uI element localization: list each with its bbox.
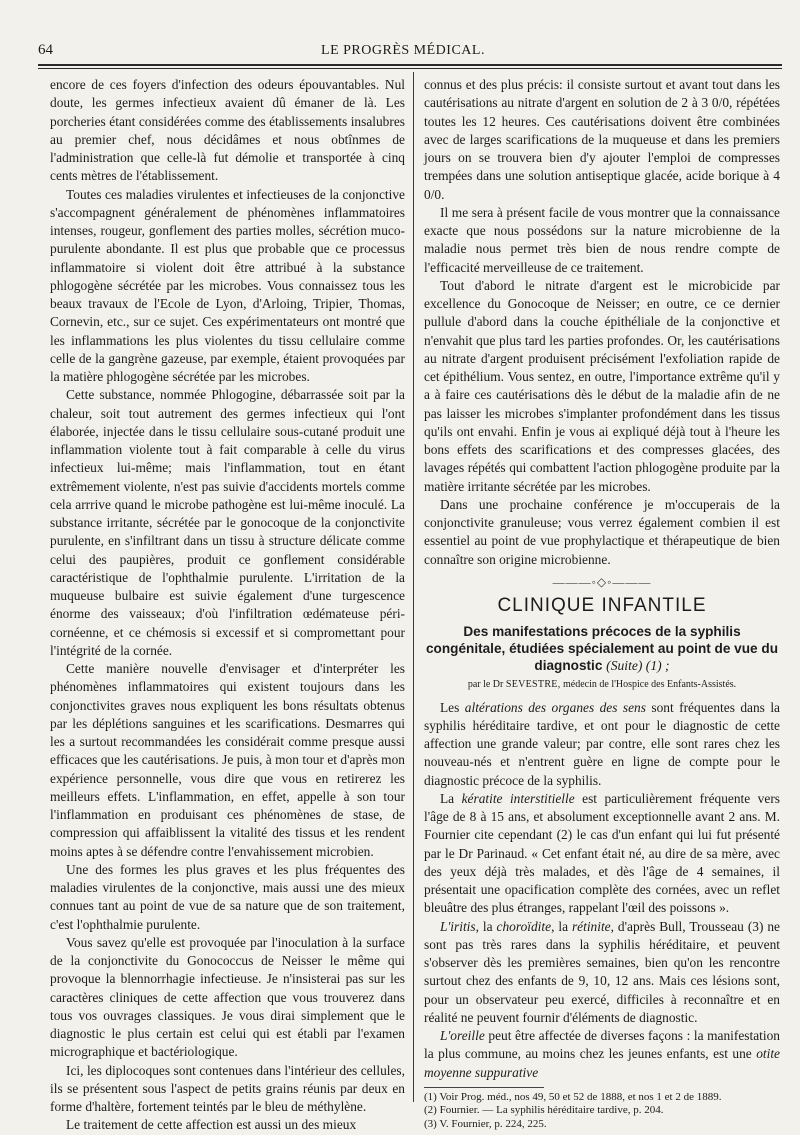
footnote: (3) V. Fournier, p. 224, 225. bbox=[424, 1117, 547, 1130]
footnote: (1) Voir Prog. méd., nos 49, 50 et 52 de 1888, et nos 1 et 2 de 1889. bbox=[424, 1090, 722, 1103]
byline bbox=[424, 676, 780, 694]
left-column bbox=[50, 76, 405, 1135]
footnotes bbox=[424, 1091, 780, 1132]
italic-term: L'oreille bbox=[440, 1028, 485, 1043]
italic-term: rétinite bbox=[571, 918, 611, 934]
paragraph: Toutes ces maladies virulentes et infectieuses de la conjonctive s'accompagnent généralement de phénomènes inflammatoires intenses, rougeur, gonflement des parties molles, sécrétion muco-purulente abondante. Il est plus que probable que ce processus inflammatoire si violent doit être attribué à la substance phlogogène sécrétée par les microbes. Vous connaissez tous les beaux travaux de l'Ecole de Lyon, d'Arloing, Tripier, Thomas, Cornevin, etc., sur ce sujet. Ces expérimentateurs ont montré que les inflammations les plus violentes du tissu cellulaire comme celle de la gangrène gazeuse, par exemple, étaient provoquées par la matière phlogogène sécrétée par les microbes. bbox=[50, 186, 405, 384]
text-run: , la bbox=[551, 918, 569, 934]
byline-suffix: médecin de l'Hospice des Enfants-Assistés. bbox=[563, 679, 737, 691]
page-number: 64 bbox=[38, 42, 53, 58]
paragraph bbox=[424, 699, 780, 790]
text-run: , d'après Bull, Trousseau (3) ne sont pas très rares dans la syphilis héréditaire, et peuvent s'observer dès les premières semaines, bien qu'on les rencontre surtout chez des enfants de 9, 10, 12 ans. Mais ces lésions sont, pour un observateur peu exercé, difficiles à reconnaître et en réalité ne peuvent fournir d'éléments de diagnostic. bbox=[424, 918, 781, 1025]
paragraph: Ici, les diplocoques sont contenues dans l'intérieur des cellules, ils se présentent sous l'aspect de petits grains réunis par deux en forme d'haltère, fortement teintés par le bleu de méthylène. bbox=[50, 1062, 405, 1114]
text-run: peut être affectée de diverses façons : la manifestation la plus commune, au moins chez les jeunes enfants, est une bbox=[424, 1028, 780, 1062]
right-column bbox=[424, 76, 780, 1131]
italic-term: altérations des organes des sens bbox=[464, 699, 646, 715]
byline-author: SEVESTRE, bbox=[505, 679, 561, 691]
article-title-text: Des manifestations précoces de la syphilis congénitale, étudiées spécialement au point de vue du diagnostic bbox=[425, 624, 778, 674]
paragraph: Cette manière nouvelle d'envisager et d'interpréter les phénomènes inflammatoires qui existent toujours dans les conjonctivites graves nous expliquent les bons résultats obtenus par les déplétions sanguines et les scarifications. Desmarres qui les a surtout recommandées les considérait comme presque aussi efficaces que les cautérisations. Je puis, à mon tour et d'après mon expérience personnelle, vous dire que vous en retirerez les meilleurs effets. L'inflammation, en effet, appelle à son tour l'inflammation en produisant ces phénomènes de stase, de compression qui affaiblissent la vitalité des tissus et les rendent moins aptes à se défendre contre l'envahissement microbien. bbox=[50, 661, 405, 859]
section-title bbox=[424, 597, 780, 615]
paragraph: connus et des plus précis: il consiste surtout et avant tout dans les cautérisations au nitrate d'argent en solution de 2 à 3 0/0, répétées toutes les 12 heures. Ces cautérisations doivent être combinées avec de larges scarifications de la muqueuse et dans les premiers jours on se trouvera bien d'y ajouter l'emploi de compresses trempées dans une solution antiseptique glacée, acide borique à 4 0/0. bbox=[424, 77, 780, 202]
article-title bbox=[424, 623, 780, 674]
paragraph: Cette substance, nommée Phlogogine, débarrassée soit par la chaleur, soit tout autrement des germes infectieux qui l'ont élaborée, injectée dans le tissu cellulaire sous-cutané produit une inflammation violente tout à fait comparable à celle du virus infectieux lui-même; mais l'inflammation, tout en étant extrêmement violente, n'est pas suivie d'accidents mortels comme cela arrrive quand le microbe pathogène est lui-même inoculé. La substance irritante, sécrétée par le gonocoque de la conjonctivite purulente, en s'infiltrant dans un tissu à structure délicate comme celui des paupières, produit ce gonflement considérable caractéristique de l'ophthalmie purulente. L'irritation de la muqueuse bulbaire est suivie également d'une turgescence énorme des vaisseaux; d'où l'infiltration œdémateuse péri-cornéenne, et ce chémosis si excessif et si compromettant pour l'intégrité de la cornée. bbox=[50, 387, 405, 658]
italic-term: otite moyenne suppurative bbox=[424, 1046, 780, 1080]
italic-term: kératite interstitielle bbox=[461, 790, 575, 806]
text-run: sont fréquentes dans la syphilis héréditaire tardive, et ont pour le diagnostic de cette affection une grande valeur; par contre, elle sont rares chez les nouveau-nés et n'entrent guère en ligne de compte pour le diagnostic précoce de la syphilis. bbox=[424, 699, 780, 788]
text-run: La bbox=[440, 790, 455, 806]
paragraph: Une des formes les plus graves et les plus fréquentes des maladies virulentes de la conjonctive, mais aussi une des mieux connues tant au point de vue de sa nature que de son traitement, c'est l'ophthalmie purulente. bbox=[50, 861, 405, 932]
paragraph bbox=[424, 1027, 780, 1082]
paragraph bbox=[424, 918, 780, 1028]
paragraph: Le traitement de cette affection est aussi un des mieux bbox=[66, 1117, 357, 1133]
italic-term: choroïdite bbox=[496, 918, 552, 934]
byline-prefix: par le Dr bbox=[467, 679, 504, 691]
page-header bbox=[38, 40, 768, 62]
paragraph: Vous savez qu'elle est provoquée par l'inoculation à la surface de la conjonctivite du Gonococcus de Neisser le même qui provoque la blennorrhagie infectieuse. Je n'insisterai pas sur les caractères cliniques de cette affection que vous trouverez dans tous vos ouvrages classiques. Je vous dirai simplement que le diagnostic le plus certain est celui qui est établi par l'examen micrographique et bactériologique. bbox=[50, 934, 405, 1060]
text-run: Les bbox=[440, 699, 460, 715]
column-divider bbox=[413, 72, 414, 1102]
section-title-text: CLINIQUE INFANTILE bbox=[497, 595, 707, 616]
paragraph bbox=[424, 790, 780, 918]
header-rule bbox=[38, 64, 782, 66]
running-title: LE PROGRÈS MÉDICAL. bbox=[321, 43, 485, 58]
footnote-divider bbox=[424, 1087, 544, 1088]
section-ornament: ———◦◇◦——— bbox=[552, 574, 652, 589]
paragraph: Dans une prochaine conférence je m'occuperais de la conjonctivite granuleuse; vous verrez également combien il est essentiel au point de vue prophylactique et thérapeutique de bien connaître son origine microbienne. bbox=[424, 496, 780, 567]
article-suite: (Suite) (1) ; bbox=[606, 658, 670, 674]
text-run: est particulièrement fréquente vers l'âge de 8 à 15 ans, et absolument exceptionnelle avant 2 ans. M. Fournier cite cependant (2) le cas d'un enfant qui lui fut présenté par le Dr Parinaud. « Cet enfant était né, au dire de sa mère, avec des yeux déjà très malades, et dès l'âge de 4 semaines, il présentait une opacification complète des cornées, avec un reflet bleuâtre des plus étranges, rappelant l'œil des poissons ». bbox=[424, 790, 780, 916]
text-run: , la bbox=[475, 918, 493, 934]
paragraph: Tout d'abord le nitrate d'argent est le microbicide par excellence du Gonocoque de Neisser; en outre, ce ce dernier pullule d'abord dans la couche épithéliale de la conjonctive et n'envahit que plus tard les parties profondes. Or, les cautérisations au nitrate d'argent produisent précisément l'exfoliation rapide de cet épithélium. Vous sentez, en outre, l'importance extrême qu'il y a à faire ces cautérisations dès le début de la maladie afin de ne pas laisser les microbes s'implanter profondément dans les tissus qu'ils ont envahi. Enfin je vous ai expliqué déjà tout à l'heure les bons effets des scarifications et des compresses glacées, des lavages répétés qui combattent l'action phlogogène produite par la matière irritante sécrétée par les microbes. bbox=[424, 277, 780, 494]
header-rule-thin bbox=[38, 68, 782, 69]
paragraph: Il me sera à présent facile de vous montrer que la connaissance exacte que nous possédons sur la nature microbienne de la maladie nous permet très bien de nous rendre compte de l'efficacité merveilleuse de ce traitement. bbox=[424, 204, 780, 275]
paragraph: encore de ces foyers d'infection des odeurs épouvantables. Nul doute, les germes infectieux avaient dû émaner de là. Les porcheries étant considérées comme des établissements insalubres au premier chef, nous décidâmes et nous obtînmes de l'administration que celle-là fut démolie et transportée à cinq cents mètres de l'établissement. bbox=[50, 77, 405, 184]
footnote: (2) Fournier. — La syphilis héréditaire tardive, p. 204. bbox=[424, 1104, 664, 1117]
italic-term: L'iritis bbox=[440, 918, 476, 934]
